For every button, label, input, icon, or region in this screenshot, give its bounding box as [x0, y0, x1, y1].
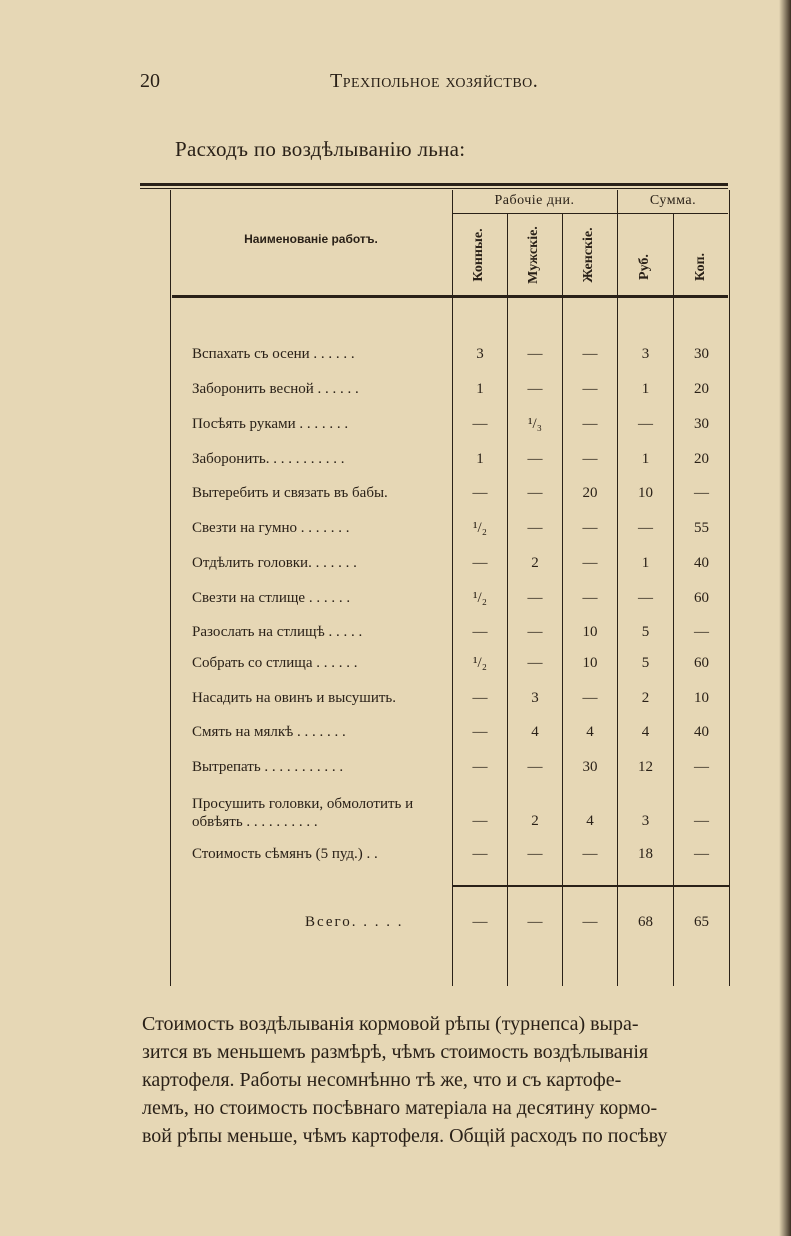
table-cell: 2: [531, 555, 539, 571]
table-row: [0, 846, 791, 876]
work-name: Стоимость сѣмянъ (5 пуд.) . .: [192, 846, 378, 862]
work-name: Собрать со стлища . . . . . .: [192, 655, 358, 671]
table-cell: 20: [582, 485, 598, 501]
table-cell: 1: [641, 451, 650, 467]
col-header-rub: Руб.: [637, 254, 652, 280]
table-cell: —: [527, 485, 543, 501]
table-cell: 12: [638, 759, 653, 775]
work-name: Заборонить. . . . . . . . . . .: [192, 451, 345, 467]
table-cell: ¹/₂: [473, 655, 487, 671]
table-row: [0, 520, 791, 550]
table-cell: 3: [641, 813, 650, 829]
table-row: [0, 485, 791, 515]
table-cell: 60: [694, 590, 709, 606]
table-row: [0, 795, 791, 830]
table-cell: —: [638, 590, 653, 606]
table-cell: 20: [694, 451, 709, 467]
paragraph-line: картофеля. Работы несомнѣнно тѣ же, что и съ картофе-: [142, 1069, 622, 1091]
table-top-rule-thin: [140, 188, 728, 189]
table-cell: 4: [531, 724, 539, 740]
table-cell: —: [694, 624, 709, 640]
table-cell: —: [694, 759, 709, 775]
table-cell: —: [472, 759, 488, 775]
table-cell: —: [527, 914, 543, 930]
table-cell: —: [472, 485, 488, 501]
work-name: Заборонить весной . . . . . .: [192, 381, 359, 397]
table-cell: 10: [638, 485, 653, 501]
table-cell: —: [527, 590, 543, 606]
table-row: [0, 381, 791, 411]
total-row: [0, 914, 791, 944]
table-cell: —: [472, 555, 488, 571]
group-days-rule: [452, 213, 616, 214]
table-cell: —: [694, 813, 709, 829]
table-cell: 10: [694, 690, 709, 706]
body-paragraph: [142, 1010, 767, 1150]
table-cell: 10: [582, 655, 598, 671]
table-cell: 4: [586, 724, 594, 740]
table-cell: 2: [641, 690, 650, 706]
table-cell: —: [582, 555, 598, 571]
table-row: [0, 451, 791, 481]
table-row: [0, 724, 791, 754]
table-row: [0, 346, 791, 376]
table-cell: 2: [531, 813, 539, 829]
table-cell: —: [582, 416, 598, 432]
table-cell: —: [582, 520, 598, 536]
table-cell: 1: [476, 381, 484, 397]
table-cell: 68: [638, 914, 653, 930]
table-cell: ¹/₃: [528, 416, 542, 432]
table-cell: 10: [582, 624, 598, 640]
running-title: Трехпольное хозяйство.: [330, 70, 539, 92]
table-cell: 4: [641, 724, 650, 740]
table-cell: —: [472, 846, 488, 862]
table-cell: —: [694, 485, 709, 501]
table-top-rule: [140, 183, 728, 186]
paragraph-line: Стоимость воздѣлыванія кормовой рѣпы (турнепса) выра-: [142, 1013, 639, 1035]
table-cell: 3: [641, 346, 650, 362]
table-cell: —: [582, 451, 598, 467]
table-cell: 30: [582, 759, 598, 775]
table-cell: 18: [638, 846, 653, 862]
table-cell: —: [582, 590, 598, 606]
work-name: Отдѣлить головки. . . . . . .: [192, 555, 357, 571]
table-cell: —: [527, 346, 543, 362]
table-row: [0, 416, 791, 446]
work-name: Смять на мялкѣ . . . . . . .: [192, 724, 346, 740]
col-header-kop: Коп.: [693, 252, 708, 282]
name-column-header: Наименованіе работъ.: [244, 232, 378, 246]
table-cell: 40: [694, 724, 709, 740]
table-cell: 4: [586, 813, 594, 829]
work-name: Свезти на стлище . . . . . .: [192, 590, 351, 606]
work-name: Свезти на гумно . . . . . . .: [192, 520, 350, 536]
table-cell: —: [582, 381, 598, 397]
table-cell: 5: [641, 655, 650, 671]
table-cell: 5: [641, 624, 650, 640]
table-cell: —: [527, 655, 543, 671]
paragraph-line: вой рѣпы меньше, чѣмъ картофеля. Общій расходъ по посѣву: [142, 1125, 668, 1147]
table-cell: 20: [694, 381, 709, 397]
table-cell: —: [527, 451, 543, 467]
page-number: 20: [140, 70, 160, 92]
table-cell: —: [582, 346, 598, 362]
table-row: [0, 590, 791, 620]
table-cell: —: [472, 813, 488, 829]
work-name: Посѣять руками . . . . . . .: [192, 416, 349, 432]
work-name: Всего. . . . .: [305, 914, 404, 930]
section-title: Расходъ по воздѣлыванію льна:: [175, 137, 466, 161]
table-cell: —: [694, 846, 709, 862]
work-name: Разослать на стлищѣ . . . . .: [192, 624, 363, 640]
table-row: [0, 624, 791, 654]
table-row: [0, 759, 791, 789]
table-cell: 3: [531, 690, 539, 706]
work-name: Вытеребить и связать въ бабы.: [192, 485, 388, 501]
table-row: [0, 690, 791, 720]
table-cell: —: [527, 759, 543, 775]
table-cell: —: [527, 846, 543, 862]
table-cell: —: [472, 724, 488, 740]
table-cell: 55: [694, 520, 709, 536]
table-cell: —: [472, 416, 488, 432]
work-name: Просушить головки, обмолотить и обвѣять . . . . . . . . . .: [192, 796, 414, 830]
table-cell: —: [472, 624, 488, 640]
total-rule: [452, 885, 730, 887]
table-cell: 30: [694, 346, 709, 362]
col-header-horse: Конные.: [471, 228, 486, 282]
work-name: Насадить на овинъ и высушить.: [192, 690, 396, 706]
table-cell: 30: [694, 416, 709, 432]
group-days-header: Рабочіе дни.: [494, 193, 575, 208]
col-header-men: Мужскіе.: [526, 226, 541, 284]
table-cell: —: [527, 520, 543, 536]
table-row: [0, 655, 791, 685]
paragraph-line: зится въ меньшемъ размѣрѣ, чѣмъ стоимость воздѣлыванія: [142, 1041, 649, 1063]
col-header-women: Женскіе.: [581, 227, 596, 283]
table-cell: 1: [476, 451, 484, 467]
table-cell: —: [527, 381, 543, 397]
table-cell: —: [472, 914, 488, 930]
table-cell: —: [638, 416, 653, 432]
work-name: Вытрепать . . . . . . . . . . .: [192, 759, 344, 775]
table-cell: —: [582, 846, 598, 862]
paragraph-line: лемъ, но стоимость посѣвнаго матеріала на десятину кормо-: [142, 1097, 658, 1119]
group-sum-header: Сумма.: [649, 193, 697, 208]
table-cell: —: [582, 690, 598, 706]
table-cell: 1: [641, 555, 650, 571]
table-cell: ¹/₂: [473, 520, 487, 536]
table-cell: —: [472, 690, 488, 706]
table-cell: —: [582, 914, 598, 930]
running-header: [140, 70, 730, 96]
table-cell: 65: [694, 914, 709, 930]
table-cell: 1: [641, 381, 650, 397]
group-sum-rule: [616, 213, 728, 214]
table-cell: —: [527, 624, 543, 640]
work-name: Вспахать съ осени . . . . . .: [192, 346, 355, 362]
table-cell: 60: [694, 655, 709, 671]
table-row: [0, 555, 791, 585]
table-cell: ¹/₂: [473, 590, 487, 606]
table-cell: 40: [694, 555, 709, 571]
table-cell: —: [638, 520, 653, 536]
table-cell: 3: [476, 346, 484, 362]
